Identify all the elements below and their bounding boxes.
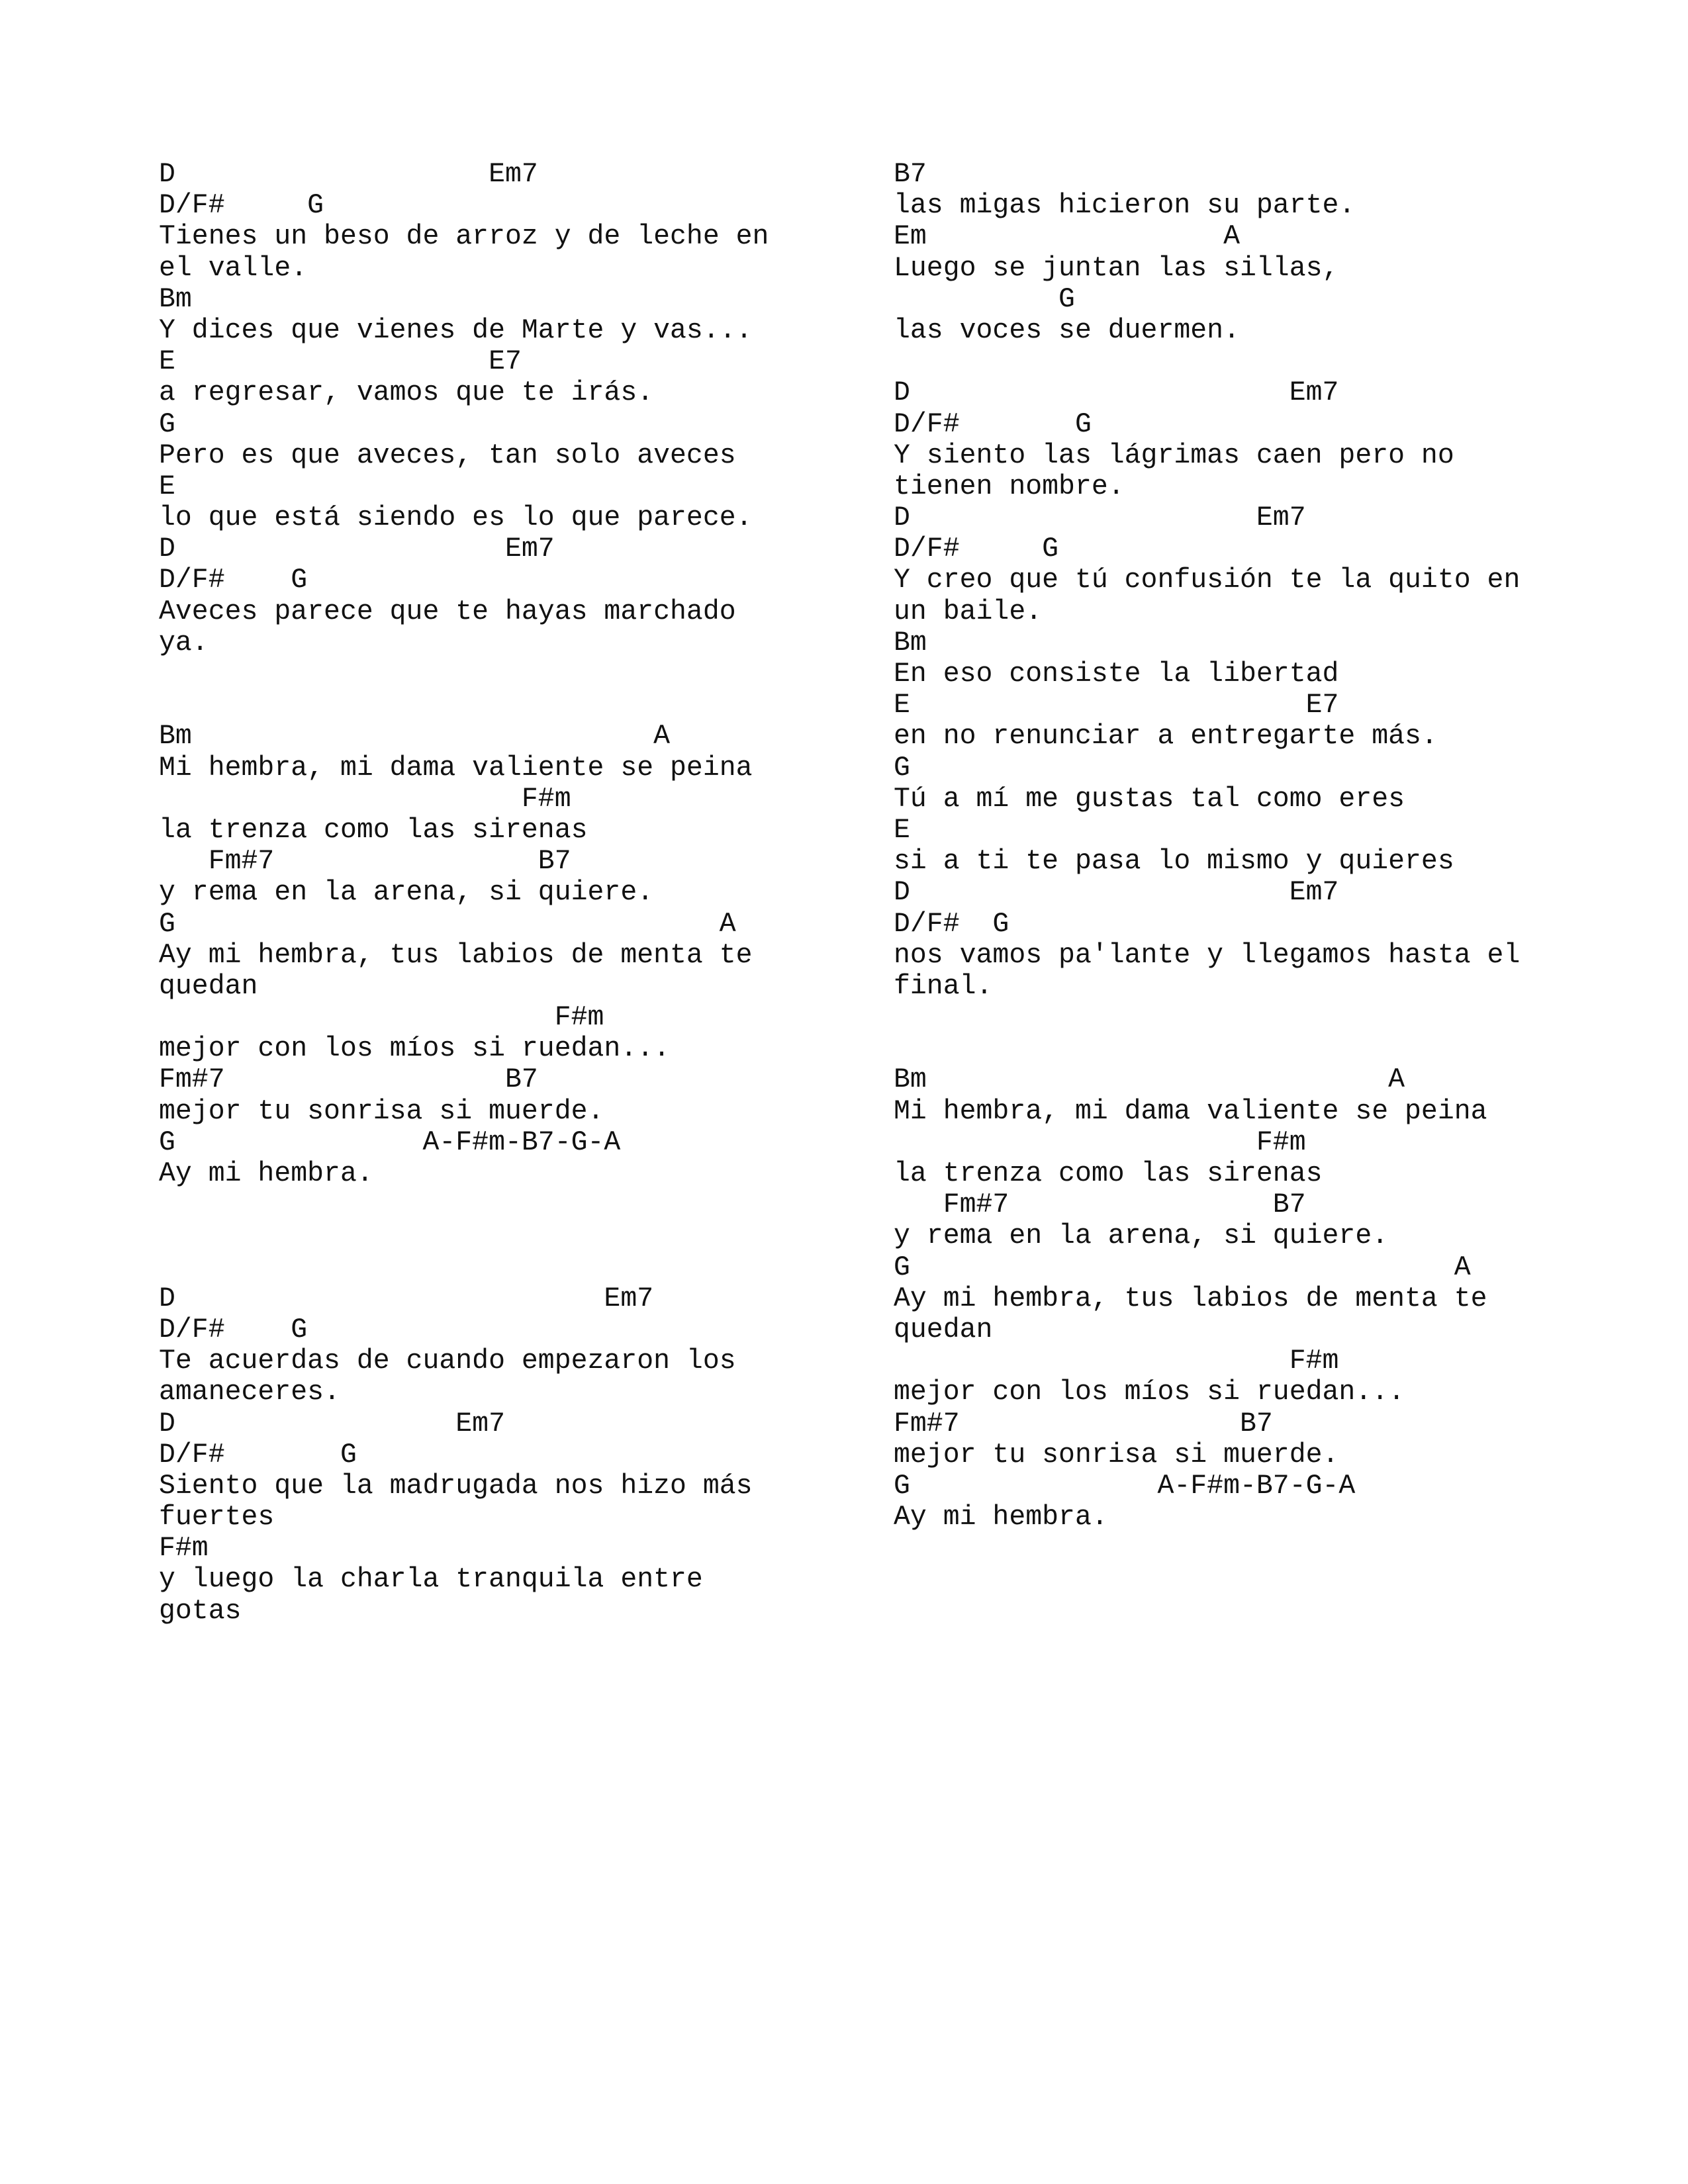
lyric-line: Te acuerdas de cuando empezaron los — [159, 1345, 736, 1377]
lyric-line: nos vamos pa'lante y llegamos hasta el — [894, 939, 1521, 971]
lyric-line: Ay mi hembra, tus labios de menta te — [159, 939, 753, 971]
chord-line: G A — [894, 1251, 1471, 1283]
lyric-line: gotas — [159, 1595, 242, 1627]
lyric-line: Y creo que tú confusión te la quito en — [894, 565, 1521, 596]
lyric-line: tienen nombre. — [894, 471, 1125, 502]
chord-line: G — [894, 752, 910, 784]
lyric-line: Ay mi hembra. — [159, 1158, 373, 1189]
lyric-line: un baile. — [894, 596, 1043, 627]
lyric-line: lo que está siendo es lo que parece. — [159, 502, 753, 534]
lyric-line: a regresar, vamos que te irás. — [159, 377, 654, 409]
chord-line: D/F# G — [159, 565, 308, 596]
lyric-line: En eso consiste la libertad — [894, 659, 1339, 690]
chord-line: Fm#7 B7 — [894, 1408, 1273, 1439]
chord-line: D Em7 — [159, 1408, 505, 1439]
chord-line: Bm A — [159, 721, 671, 752]
chord-line: D/F# G — [159, 1439, 357, 1471]
chord-line: F#m — [159, 783, 571, 815]
lyric-line: quedan — [894, 1314, 993, 1345]
lyric-line: quedan — [159, 970, 258, 1002]
lyric-line: si a ti te pasa lo mismo y quieres — [894, 846, 1454, 878]
lyric-line: fuertes — [159, 1502, 275, 1533]
lyric-line: mejor tu sonrisa si muerde. — [159, 1095, 604, 1127]
chord-line: F#m — [159, 1533, 209, 1565]
lyric-line: Tienes un beso de arroz y de leche en — [159, 221, 769, 253]
chord-line: Em A — [894, 221, 1240, 253]
lyric-line: y rema en la arena, si quiere. — [894, 1220, 1389, 1252]
lyric-line: Luego se juntan las sillas, — [894, 252, 1339, 284]
lyric-line: final. — [894, 970, 993, 1002]
lyric-line: Y dices que vienes de Marte y vas... — [159, 314, 753, 346]
chord-line: Bm A — [894, 1064, 1405, 1096]
blank-line — [159, 690, 847, 721]
blank-line — [159, 1252, 847, 1283]
lyric-line: mejor tu sonrisa si muerde. — [894, 1439, 1339, 1471]
chord-line: B7 — [894, 159, 927, 190]
chord-line: G A-F#m-B7-G-A — [894, 1470, 1356, 1502]
chord-line: G — [159, 408, 175, 440]
chord-line: E E7 — [159, 346, 522, 378]
lyric-line: y luego la charla tranquila entre — [159, 1564, 703, 1596]
chord-line: F#m — [894, 1126, 1306, 1158]
lyric-line: mejor con los míos si ruedan... — [159, 1033, 671, 1065]
chord-line: E — [894, 814, 910, 846]
chord-line: D/F# G — [894, 908, 1009, 940]
lyric-line: amaneceres. — [159, 1377, 340, 1408]
lyric-line: Ay mi hembra. — [894, 1502, 1108, 1533]
lyric-line: el valle. — [159, 252, 308, 284]
chord-line: G A-F#m-B7-G-A — [159, 1126, 621, 1158]
chord-line: D/F# G — [894, 533, 1059, 565]
chord-line: D Em7 — [894, 377, 1339, 409]
chord-line: F#m — [894, 1345, 1339, 1377]
lyric-line: Mi hembra, mi dama valiente se peina — [159, 752, 753, 784]
blank-line — [159, 1189, 847, 1220]
chord-line: E — [159, 471, 175, 502]
chord-line: Fm#7 B7 — [159, 1064, 538, 1096]
chord-line: F#m — [159, 1002, 604, 1034]
lyric-line: en no renunciar a entregarte más. — [894, 721, 1438, 752]
lyric-line: Y siento las lágrimas caen pero no — [894, 439, 1454, 471]
blank-line — [894, 346, 1622, 377]
lyric-line: y rema en la arena, si quiere. — [159, 877, 654, 909]
lyric-line: Aveces parece que te hayas marchado — [159, 596, 736, 627]
lyric-line: las migas hicieron su parte. — [894, 190, 1356, 222]
chord-line: Fm#7 B7 — [159, 846, 571, 878]
lyric-line: la trenza como las sirenas — [159, 814, 588, 846]
blank-line — [894, 1002, 1622, 1033]
lyric-line: las voces se duermen. — [894, 314, 1240, 346]
chord-line: D Em7 — [894, 877, 1339, 909]
chord-line: D Em7 — [159, 159, 538, 190]
lyric-line: Tú a mí me gustas tal como eres — [894, 783, 1405, 815]
blank-line — [894, 1033, 1622, 1064]
chord-line: Bm — [159, 283, 192, 315]
chord-line: D Em7 — [894, 502, 1306, 534]
lyric-line: ya. — [159, 627, 209, 659]
lyric-line: la trenza como las sirenas — [894, 1158, 1323, 1189]
chord-line: Fm#7 B7 — [894, 1189, 1306, 1221]
chord-line: Bm — [894, 627, 927, 659]
lyric-line: Mi hembra, mi dama valiente se peina — [894, 1095, 1487, 1127]
chord-line: D/F# G — [894, 408, 1092, 440]
chord-line: E E7 — [894, 690, 1339, 721]
blank-line — [159, 1220, 847, 1251]
lyric-line: Pero es que aveces, tan solo aveces — [159, 439, 736, 471]
chord-line: G A — [159, 908, 736, 940]
lyric-line: Siento que la madrugada nos hizo más — [159, 1470, 753, 1502]
chord-line: G — [894, 283, 1075, 315]
chord-line: D Em7 — [159, 533, 555, 565]
blank-line — [159, 659, 847, 690]
right-column — [894, 159, 1622, 1533]
lyric-line: mejor con los míos si ruedan... — [894, 1377, 1405, 1408]
lyric-line: Ay mi hembra, tus labios de menta te — [894, 1283, 1487, 1314]
chord-line: D Em7 — [159, 1283, 654, 1314]
chord-line: D/F# G — [159, 1314, 308, 1345]
chord-line: D/F# G — [159, 190, 324, 222]
left-column — [159, 159, 847, 1627]
